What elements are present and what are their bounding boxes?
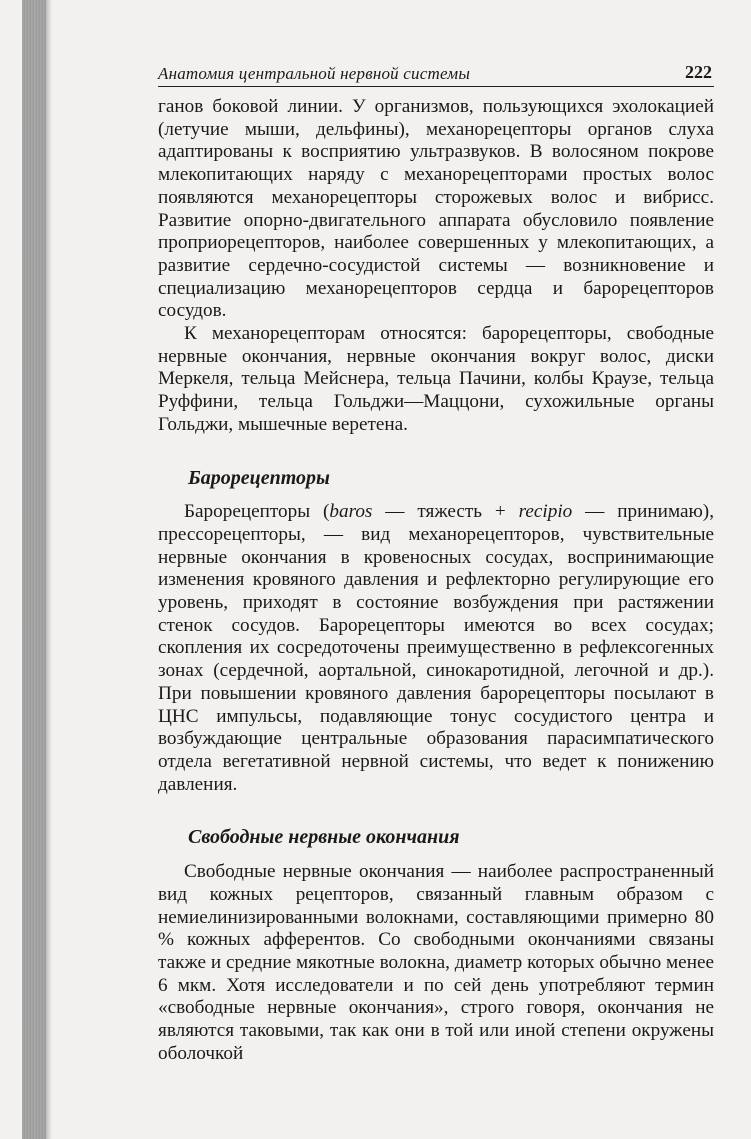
page-body [158, 96, 714, 1065]
text-run: — тяжесть + [372, 501, 519, 523]
page-gutter [46, 0, 52, 1139]
page-header [158, 62, 714, 87]
text-run: — принимаю), прессорецепторы, — вид механорецепторов, чувствительные нервные окончания в кровеносных сосудах, воспринимающие изменения кровяного давления и рефлекторно регулирующие его уровень, приходят в состояние возбуждения при растяжении стенок сосудов. Барорецепторы имеются во всех сосудах; скопления их сосредоточены преимущественно в рефлексогенных зонах (сердечной, аортальной, синокаротидной, легочной и др.). При повышении кровяного давления барорецепторы посылают в ЦНС импульсы, подавляющие тонус сосудистого центра и возбуждающие центральные образования парасимпатического отдела вегетативной нервной системы, что ведет к понижению давления. [158, 501, 714, 795]
section-heading-free-endings: Свободные нервные окончания [188, 826, 460, 849]
text-run: Барорецепторы ( [184, 501, 330, 523]
paragraph-continued: ганов боковой линии. У организмов, пользующихся эхолокацией (летучие мыши, дельфины), механорецепторы органов слуха адаптированы к восприятию ультразвуков. В волосяном покрове млекопитающих наряду с механорецепторами простых волос появляются механорецепторы сторожевых волос и вибрисс. Развитие опорно-двигательного аппарата обусловило появление проприорецепторов, наиболее совершенных у млекопитающих, а развитие сердечно-сосудистой системы — возникновение и специализацию механорецепторов сердца и барорецепторов сосудов. [158, 96, 714, 322]
paragraph-free-endings: Свободные нервные окончания — наиболее распространенный вид кожных рецепторов, связанный главным образом с немиелинизированными волокнами, составляющими примерно 80 % кожных афферентов. Со свободными окончаниями связаны также и средние мякотные волокна, диаметр которых обычно менее 6 мкм. Хотя исследователи и по сей день употребляют термин «свободные нервные окончания», строго говоря, окончания не являются таковыми, так как они в той или иной степени окружены оболочкой [158, 861, 714, 1064]
term-recipio: recipio [518, 501, 573, 523]
running-title: Анатомия центральной нервной системы [158, 64, 471, 83]
spacer [158, 849, 714, 861]
paragraph-baroreceptors [158, 501, 714, 796]
spacer [158, 437, 714, 467]
spacer [158, 796, 714, 826]
spacer [158, 489, 714, 501]
term-baros: baros [329, 501, 373, 523]
book-spine-shadow [22, 0, 46, 1139]
paragraph-mechanoreceptors-list: К механорецепторам относятся: барорецепторы, свободные нервные окончания, нервные окончания вокруг волос, диски Меркеля, тельца Мейснера, тельца Пачини, колбы Краузе, тельца Руффини, тельца Гольджи—Маццони, сухожильные органы Гольджи, мышечные веретена. [158, 323, 714, 435]
page-number: 222 [685, 62, 712, 82]
section-heading-baroreceptors: Барорецепторы [188, 466, 330, 489]
